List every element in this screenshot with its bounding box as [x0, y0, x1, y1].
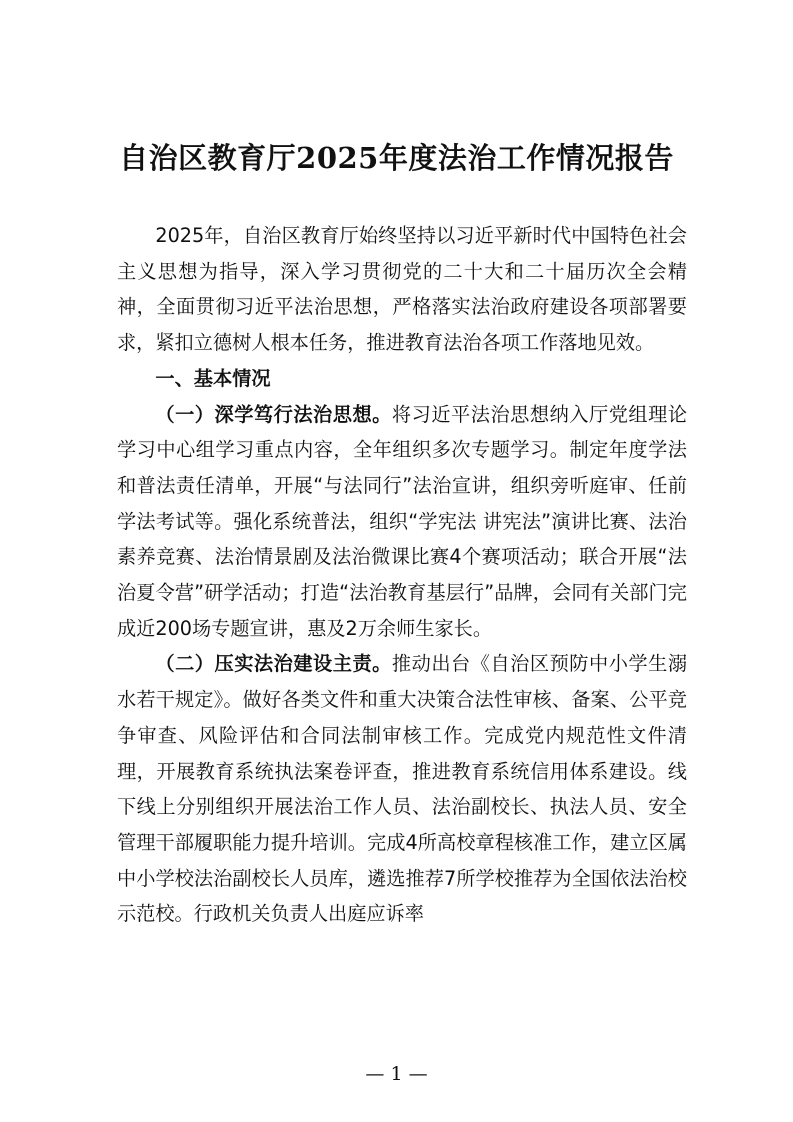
section-heading-basic-situation: 一、基本情况 [155, 366, 271, 390]
page-number: — 1 — [365, 1063, 428, 1085]
subsection-title-2: （二）压实法治建设主责。 [155, 652, 392, 676]
document-title: 自治区教育厅2025年度法治工作情况报告 [119, 141, 674, 175]
subsection-title-1: （一）深学笃行法治思想。 [155, 402, 392, 426]
subsection-paragraph-2 [117, 646, 687, 932]
intro-paragraph: 2025年，自治区教育厅始终坚持以习近平新时代中国特色社会主义思想为指导，深入学习贯彻党的二十大和二十届历次全会精神，全面贯彻习近平法治思想，严格落实法治政府建设各项部署要求，紧扣立德树人根本任务，推进教育法治各项工作落地见效。 [117, 224, 687, 355]
document-body [117, 218, 687, 932]
subsection-text-1: 将习近平法治思想纳入厅党组理论学习中心组学习重点内容，全年组织多次专题学习。制定年度学法和普法责任清单，开展“与法同行”法治宣讲，组织旁听庭审、任前学法考试等。强化系统普法，组织“学宪法 讲宪法”演讲比赛、法治素养竞赛、法治情景剧及法治微课比赛4个赛项活动；联合开展“法治夏令营”研学活动；打造“法治教育基层行”品牌，会同有关部门完成近200场专题宣讲，惠及2万余师生家长。 [117, 402, 688, 640]
subsection-paragraph-1 [117, 397, 687, 647]
subsection-text-2: 推动出台《自治区预防中小学生溺水若干规定》。做好各类文件和重大决策合法性审核、备案、公平竞争审查、风险评估和合同法制审核工作。完成党内规范性文件清理，开展教育系统执法案卷评查，推进教育系统信用体系建设。线下线上分别组织开展法治工作人员、法治副校长、执法人员、安全管理干部履职能力提升培训。完成4所高校章程核准工作，建立区属中小学校法治副校长人员库，遴选推荐7所学校推荐为全国依法治校示范校。行政机关负责人出庭应诉率 [117, 652, 688, 926]
